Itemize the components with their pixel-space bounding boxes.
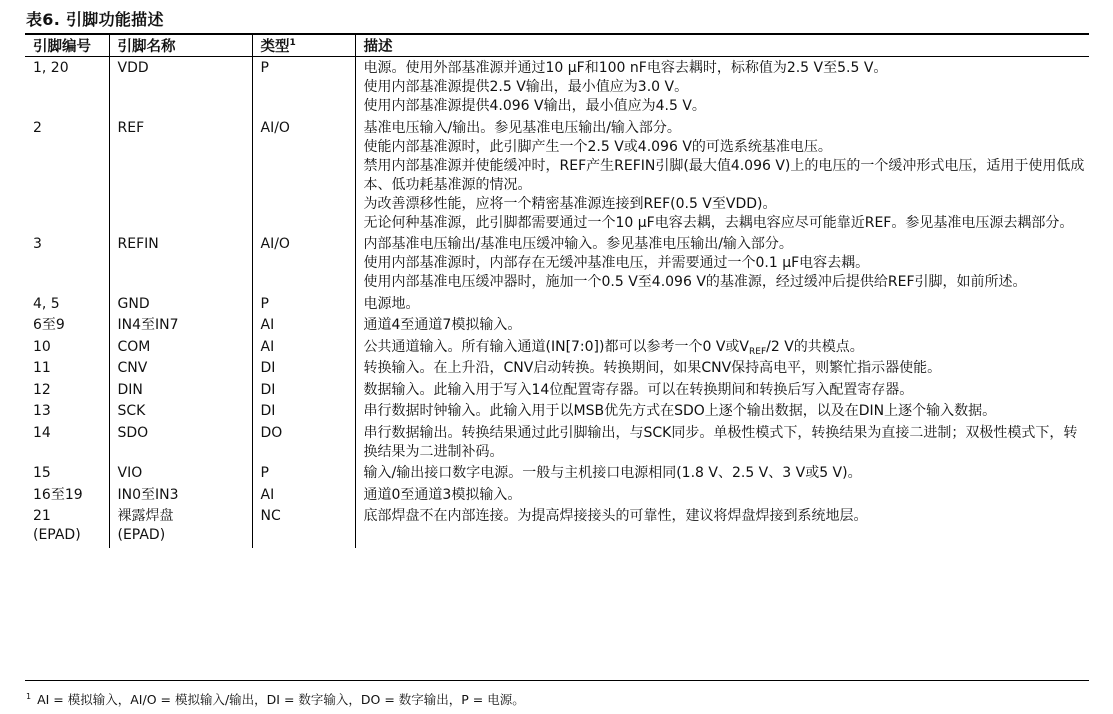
table-row — [25, 424, 1089, 465]
pin-number-cell — [25, 235, 109, 295]
pin-name: SCK — [117, 403, 146, 419]
pin-name-cell — [109, 424, 252, 465]
description-line: 通道4至通道7模拟输入。 — [363, 317, 522, 333]
pin-type: AI — [252, 486, 355, 508]
footnote — [26, 690, 525, 708]
pin-name: VIO — [117, 465, 143, 481]
pin-number-cell — [25, 424, 109, 465]
pin-number: 11 — [33, 360, 51, 376]
pin-type: NC — [252, 507, 355, 548]
pin-number-cell — [25, 507, 109, 548]
pin-description — [355, 56, 1089, 119]
description-line — [364, 338, 1088, 357]
description-line: 数据输入。此输入用于写入14位配置寄存器。可以在转换期间和转换后写入配置寄存器。 — [363, 381, 914, 398]
description-line: 电源。使用外部基准源并通过10 µF和100 nF电容去耦时，标称值为2.5 V至5.5 V。 — [363, 60, 888, 76]
pin-number: 13 — [33, 403, 51, 419]
pin-type: P — [252, 464, 355, 486]
table-bottom-rule — [25, 680, 1089, 681]
pin-number: 3 — [33, 236, 42, 252]
description-line: 无论何种基准源，此引脚都需要通过一个10 µF电容去耦，去耦电容应尽可能靠近REF。参见基准电压源去耦部分。 — [363, 214, 1074, 231]
pin-name-cell — [109, 507, 252, 548]
pin-description — [355, 464, 1089, 486]
pin-name: DIN — [117, 381, 143, 398]
pin-name: (EPAD) — [117, 527, 166, 543]
pin-description — [355, 424, 1089, 465]
description-line: 转换输入。在上升沿，CNV启动转换。转换期间，如果CNV保持高电平，则繁忙指示器使能。 — [363, 360, 942, 376]
pin-type: DI — [252, 359, 355, 381]
description-line: 使用内部基准源提供4.096 V输出，最小值应为4.5 V。 — [363, 98, 706, 114]
pin-name: REFIN — [117, 236, 159, 252]
table-row — [25, 235, 1089, 295]
pin-name: COM — [117, 338, 151, 355]
pin-number-cell — [25, 56, 109, 119]
table-row — [25, 507, 1089, 548]
header-type — [252, 34, 355, 56]
pin-number-cell — [25, 486, 109, 508]
pin-type: AI — [252, 338, 355, 360]
pin-name: 裸露焊盘 — [117, 508, 174, 524]
header-pin-number: 引脚编号 — [25, 34, 109, 56]
pin-name-cell — [109, 316, 252, 338]
description-line: 通道0至通道3模拟输入。 — [363, 486, 522, 503]
pin-number: 14 — [33, 424, 51, 441]
table-row — [25, 381, 1089, 403]
pin-description — [355, 338, 1089, 360]
pin-name: IN0至IN3 — [117, 486, 179, 503]
pin-description — [355, 507, 1089, 548]
pin-name-cell — [109, 295, 252, 317]
pin-number-cell — [25, 119, 109, 236]
pin-name-cell — [109, 486, 252, 508]
description-line: 使用内部基准源提供2.5 V输出，最小值应为3.0 V。 — [363, 79, 689, 95]
description-line: 内部基准电压输出/基准电压缓冲输入。参见基准电压输出/输入部分。 — [363, 236, 793, 252]
pin-number: 10 — [33, 338, 51, 355]
pin-number: 15 — [33, 465, 51, 481]
table-row — [25, 295, 1089, 317]
pin-type: AI/O — [252, 235, 355, 295]
table-row — [25, 119, 1089, 236]
pin-name: IN4至IN7 — [117, 317, 179, 333]
table-row — [25, 402, 1089, 424]
pin-description — [355, 486, 1089, 508]
header-rule — [25, 56, 1089, 57]
footnote-mark: 1 — [26, 691, 32, 701]
pin-name-cell — [109, 235, 252, 295]
pin-description — [355, 402, 1089, 424]
pin-number-cell — [25, 359, 109, 381]
pin-number: 21 — [33, 508, 51, 524]
pin-type: DO — [252, 424, 355, 465]
pin-description — [355, 119, 1089, 236]
description-line: 为改善漂移性能，应将一个精密基准源连接到REF(0.5 V至VDD)。 — [363, 195, 777, 212]
pin-number: 6至9 — [33, 317, 65, 333]
header-description: 描述 — [363, 39, 393, 55]
pin-name-cell — [109, 464, 252, 486]
pin-number: 12 — [33, 381, 51, 398]
pin-number-cell — [25, 295, 109, 317]
pin-number: 16至19 — [33, 486, 83, 503]
pin-description — [355, 359, 1089, 381]
pin-name-cell — [109, 402, 252, 424]
pin-name-cell — [109, 56, 252, 119]
table-row — [25, 316, 1089, 338]
description-line: 串行数据时钟输入。此输入用于以MSB优先方式在SDO上逐个输出数据，以及在DIN上逐个输入数据。 — [363, 403, 997, 419]
header-pin-name: 引脚名称 — [109, 34, 252, 56]
pin-name-cell — [109, 381, 252, 403]
table-row — [25, 486, 1089, 508]
pin-type: P — [252, 295, 355, 317]
table-row — [25, 464, 1089, 486]
description-line: 使用内部基准电压缓冲器时，施加一个0.5 V至4.096 V的基准源，经过缓冲后提供给REF引脚，如前所述。 — [363, 274, 1027, 290]
header-type-label: 类型 — [260, 39, 290, 55]
description-line: 串行数据输出。转换结果通过此引脚输出，与SCK同步。单极性模式下，转换结果为直接二进制；双极性模式下，转换结果为二进制补码。 — [363, 424, 1078, 460]
pin-name: SDO — [117, 424, 149, 441]
pin-number-cell — [25, 464, 109, 486]
pin-number: 1, 20 — [33, 60, 69, 76]
pin-name: CNV — [117, 360, 148, 376]
description-line: 基准电压输入/输出。参见基准电压输出/输入部分。 — [363, 119, 681, 136]
pin-name: GND — [117, 295, 150, 312]
pin-number-cell — [25, 338, 109, 360]
description-line: 电源地。 — [363, 295, 420, 312]
pin-number: (EPAD) — [33, 527, 81, 543]
pin-name-cell — [109, 359, 252, 381]
pin-type: P — [252, 56, 355, 119]
pin-description — [355, 295, 1089, 317]
description-line: 禁用内部基准源并使能缓冲时，REF产生REFIN引脚(最大值4.096 V)上的电压的一个缓冲形式电压，适用于使用低成本、低功耗基准源的情况。 — [363, 157, 1085, 193]
description-text: 公共通道输入。所有输入通道(IN[7:0])都可以参考一个0 V或V — [363, 338, 749, 355]
description-line: 底部焊盘不在内部连接。为提高焊接接头的可靠性，建议将焊盘焊接到系统地层。 — [363, 508, 868, 524]
description-line: 输入/输出接口数字电源。一般与主机接口电源相同(1.8 V、2.5 V、3 V或5 V)。 — [363, 465, 862, 481]
pin-name: REF — [117, 119, 145, 136]
pin-number-cell — [25, 381, 109, 403]
pin-description — [355, 316, 1089, 338]
pin-function-table — [25, 34, 1089, 548]
pin-number-cell — [25, 316, 109, 338]
pin-description — [355, 381, 1089, 403]
footnote-text: AI = 模拟输入，AI/O = 模拟输入/输出，DI = 数字输入，DO = 数字输出，P = 电源。 — [37, 692, 525, 707]
table-row — [25, 338, 1089, 360]
description-text: /2 V的共模点。 — [766, 338, 864, 355]
table-row — [25, 56, 1089, 119]
pin-number: 2 — [33, 119, 42, 136]
pin-name: VDD — [117, 60, 149, 76]
footnote-ref: 1 — [289, 38, 296, 49]
pin-name-cell — [109, 119, 252, 236]
table-row — [25, 359, 1089, 381]
pin-name-cell — [109, 338, 252, 360]
description-line: 使用内部基准源时，内部存在无缓冲基准电压，并需要通过一个0.1 µF电容去耦。 — [363, 255, 870, 271]
pin-type: DI — [252, 402, 355, 424]
pin-description — [355, 235, 1089, 295]
pin-type: AI/O — [252, 119, 355, 236]
table-title: 表6. 引脚功能描述 — [26, 10, 164, 29]
description-line: 使能内部基准源时，此引脚产生一个2.5 V或4.096 V的可选系统基准电压。 — [363, 138, 832, 155]
table-header-row — [25, 34, 1089, 56]
pin-type: DI — [252, 381, 355, 403]
pin-number-cell — [25, 402, 109, 424]
subscript-ref: REF — [749, 346, 767, 357]
pin-number: 4, 5 — [33, 295, 60, 312]
pin-type: AI — [252, 316, 355, 338]
